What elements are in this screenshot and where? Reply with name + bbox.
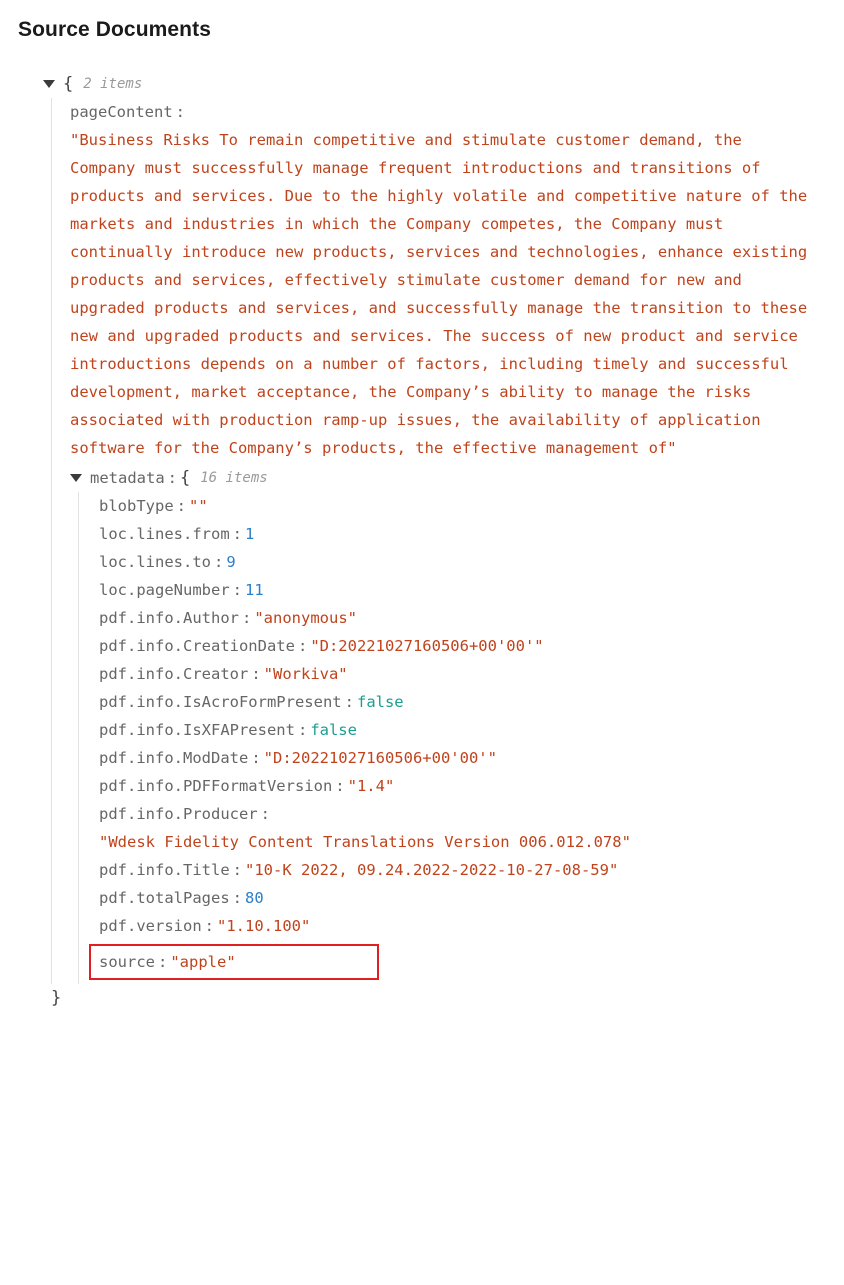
- metadata-items-count: 16 items: [200, 470, 268, 486]
- metadata-row: [99, 772, 828, 800]
- metadata-row: [99, 492, 828, 520]
- metadata-entry-value: "D:20221027160506+00'00'": [263, 749, 497, 767]
- metadata-entry-colon: :: [213, 553, 224, 571]
- metadata-open-brace: {: [180, 468, 191, 488]
- metadata-entry-colon: :: [251, 665, 261, 683]
- metadata-entry-colon: :: [251, 749, 261, 767]
- metadata-entry-key: pdf.info.Producer: [99, 805, 258, 823]
- metadata-entry-key: pdf.version: [99, 917, 202, 935]
- json-tree-viewer: [16, 70, 828, 1012]
- metadata-row: [99, 548, 828, 576]
- metadata-entry-value: 1: [245, 525, 255, 543]
- metadata-colon: :: [167, 469, 177, 487]
- metadata-entry-value: "10-K 2022, 09.24.2022-2022-10-27-08-59": [245, 861, 619, 879]
- metadata-key-label: metadata: [90, 469, 165, 487]
- metadata-entry-key: pdf.info.Author: [99, 609, 239, 627]
- metadata-entry-colon: :: [297, 637, 308, 655]
- metadata-entry-key: loc.pageNumber: [99, 581, 230, 599]
- metadata-entry-key: blobType: [99, 497, 174, 515]
- metadata-entry-value: 80: [245, 889, 264, 907]
- chevron-down-icon[interactable]: [70, 474, 82, 482]
- metadata-entry-colon: :: [344, 693, 354, 711]
- metadata-entry-key: pdf.info.CreationDate: [99, 637, 295, 655]
- source-highlight-box: [89, 944, 379, 980]
- chevron-down-icon[interactable]: [43, 80, 55, 88]
- metadata-node: [70, 464, 828, 984]
- metadata-entry-value: 9: [226, 553, 236, 571]
- metadata-entry-colon: :: [232, 581, 242, 599]
- metadata-entry-value: "Workiva": [263, 665, 348, 683]
- metadata-row: [99, 744, 828, 772]
- metadata-entry-key: pdf.info.Title: [99, 861, 230, 879]
- metadata-row: [99, 632, 828, 660]
- json-root-header[interactable]: [43, 70, 828, 98]
- metadata-entry-value: 11: [245, 581, 264, 599]
- metadata-entry-value: "apple": [170, 953, 236, 971]
- metadata-entry-value: "1.10.100": [217, 917, 311, 935]
- metadata-header[interactable]: [70, 464, 828, 492]
- metadata-entry-colon: :: [335, 777, 345, 795]
- metadata-entry-value: "Wdesk Fidelity Content Translations Version 006.012.078": [99, 833, 631, 851]
- metadata-entries: [78, 492, 828, 984]
- metadata-entry-key: source: [99, 953, 155, 971]
- metadata-entry-colon: :: [241, 609, 252, 627]
- open-brace: {: [63, 74, 74, 94]
- json-root-node: [43, 70, 828, 1012]
- metadata-entry-colon: :: [232, 861, 242, 879]
- root-items-count: 2 items: [83, 76, 143, 92]
- page-content-entry: [70, 98, 828, 462]
- metadata-row: [99, 884, 828, 912]
- metadata-entry-key: loc.lines.to: [99, 553, 211, 571]
- metadata-row: [99, 716, 828, 744]
- metadata-entry-value: "1.4": [347, 777, 395, 795]
- metadata-row: [99, 856, 828, 884]
- json-root-children: [51, 98, 828, 984]
- metadata-entry-colon: :: [297, 721, 308, 739]
- metadata-entry-colon: :: [232, 525, 242, 543]
- metadata-row: [99, 576, 828, 604]
- metadata-entry-colon: :: [158, 953, 168, 971]
- metadata-entry-value: "D:20221027160506+00'00'": [310, 637, 544, 655]
- page-title: Source Documents: [18, 18, 211, 41]
- metadata-entry-value: false: [356, 693, 404, 711]
- metadata-entry-key: pdf.info.PDFFormatVersion: [99, 777, 333, 795]
- metadata-entry-key: pdf.info.IsXFAPresent: [99, 721, 295, 739]
- metadata-row: [99, 520, 828, 548]
- metadata-entry-key: pdf.totalPages: [99, 889, 230, 907]
- metadata-entry-colon: :: [204, 917, 214, 935]
- page-content-key: [70, 98, 828, 126]
- metadata-row: [99, 688, 828, 716]
- metadata-row: [99, 660, 828, 688]
- metadata-row: [99, 800, 828, 856]
- metadata-entry-value: "": [189, 497, 208, 515]
- metadata-entry-value: "anonymous": [254, 609, 357, 627]
- metadata-entry-key: pdf.info.ModDate: [99, 749, 249, 767]
- metadata-row: [99, 912, 828, 940]
- page-content-key-label: pageContent: [70, 103, 173, 121]
- metadata-entry-key: pdf.info.Creator: [99, 665, 249, 683]
- metadata-entry-colon: :: [260, 805, 270, 823]
- page-content-colon: :: [175, 103, 185, 121]
- page-content-value: "Business Risks To remain competitive and stimulate customer demand, the Company must successfully manage frequent introductions and transitions of products and services. Due to the highly volatile and competitive nature of the markets and industries in which the Company competes, the Company must continually introduce new products, services and technologies, enhance existing products and services, effectively stimulate customer demand for new and upgraded products and services, and successfully manage the transition to these new and upgraded products and services. The success of new product and service introductions depends on a number of factors, including timely and successful development, market acceptance, the Company’s ability to manage the risks associated with production ramp-up issues, the availability of application software for the Company’s products, the effective management of": [70, 131, 817, 457]
- metadata-entry-value: false: [310, 721, 357, 739]
- metadata-entry-colon: :: [232, 889, 242, 907]
- metadata-entry-key: loc.lines.from: [99, 525, 230, 543]
- close-brace: }: [51, 988, 62, 1008]
- metadata-entry-key: pdf.info.IsAcroFormPresent: [99, 693, 342, 711]
- metadata-entry-colon: :: [176, 497, 186, 515]
- metadata-row: [99, 604, 828, 632]
